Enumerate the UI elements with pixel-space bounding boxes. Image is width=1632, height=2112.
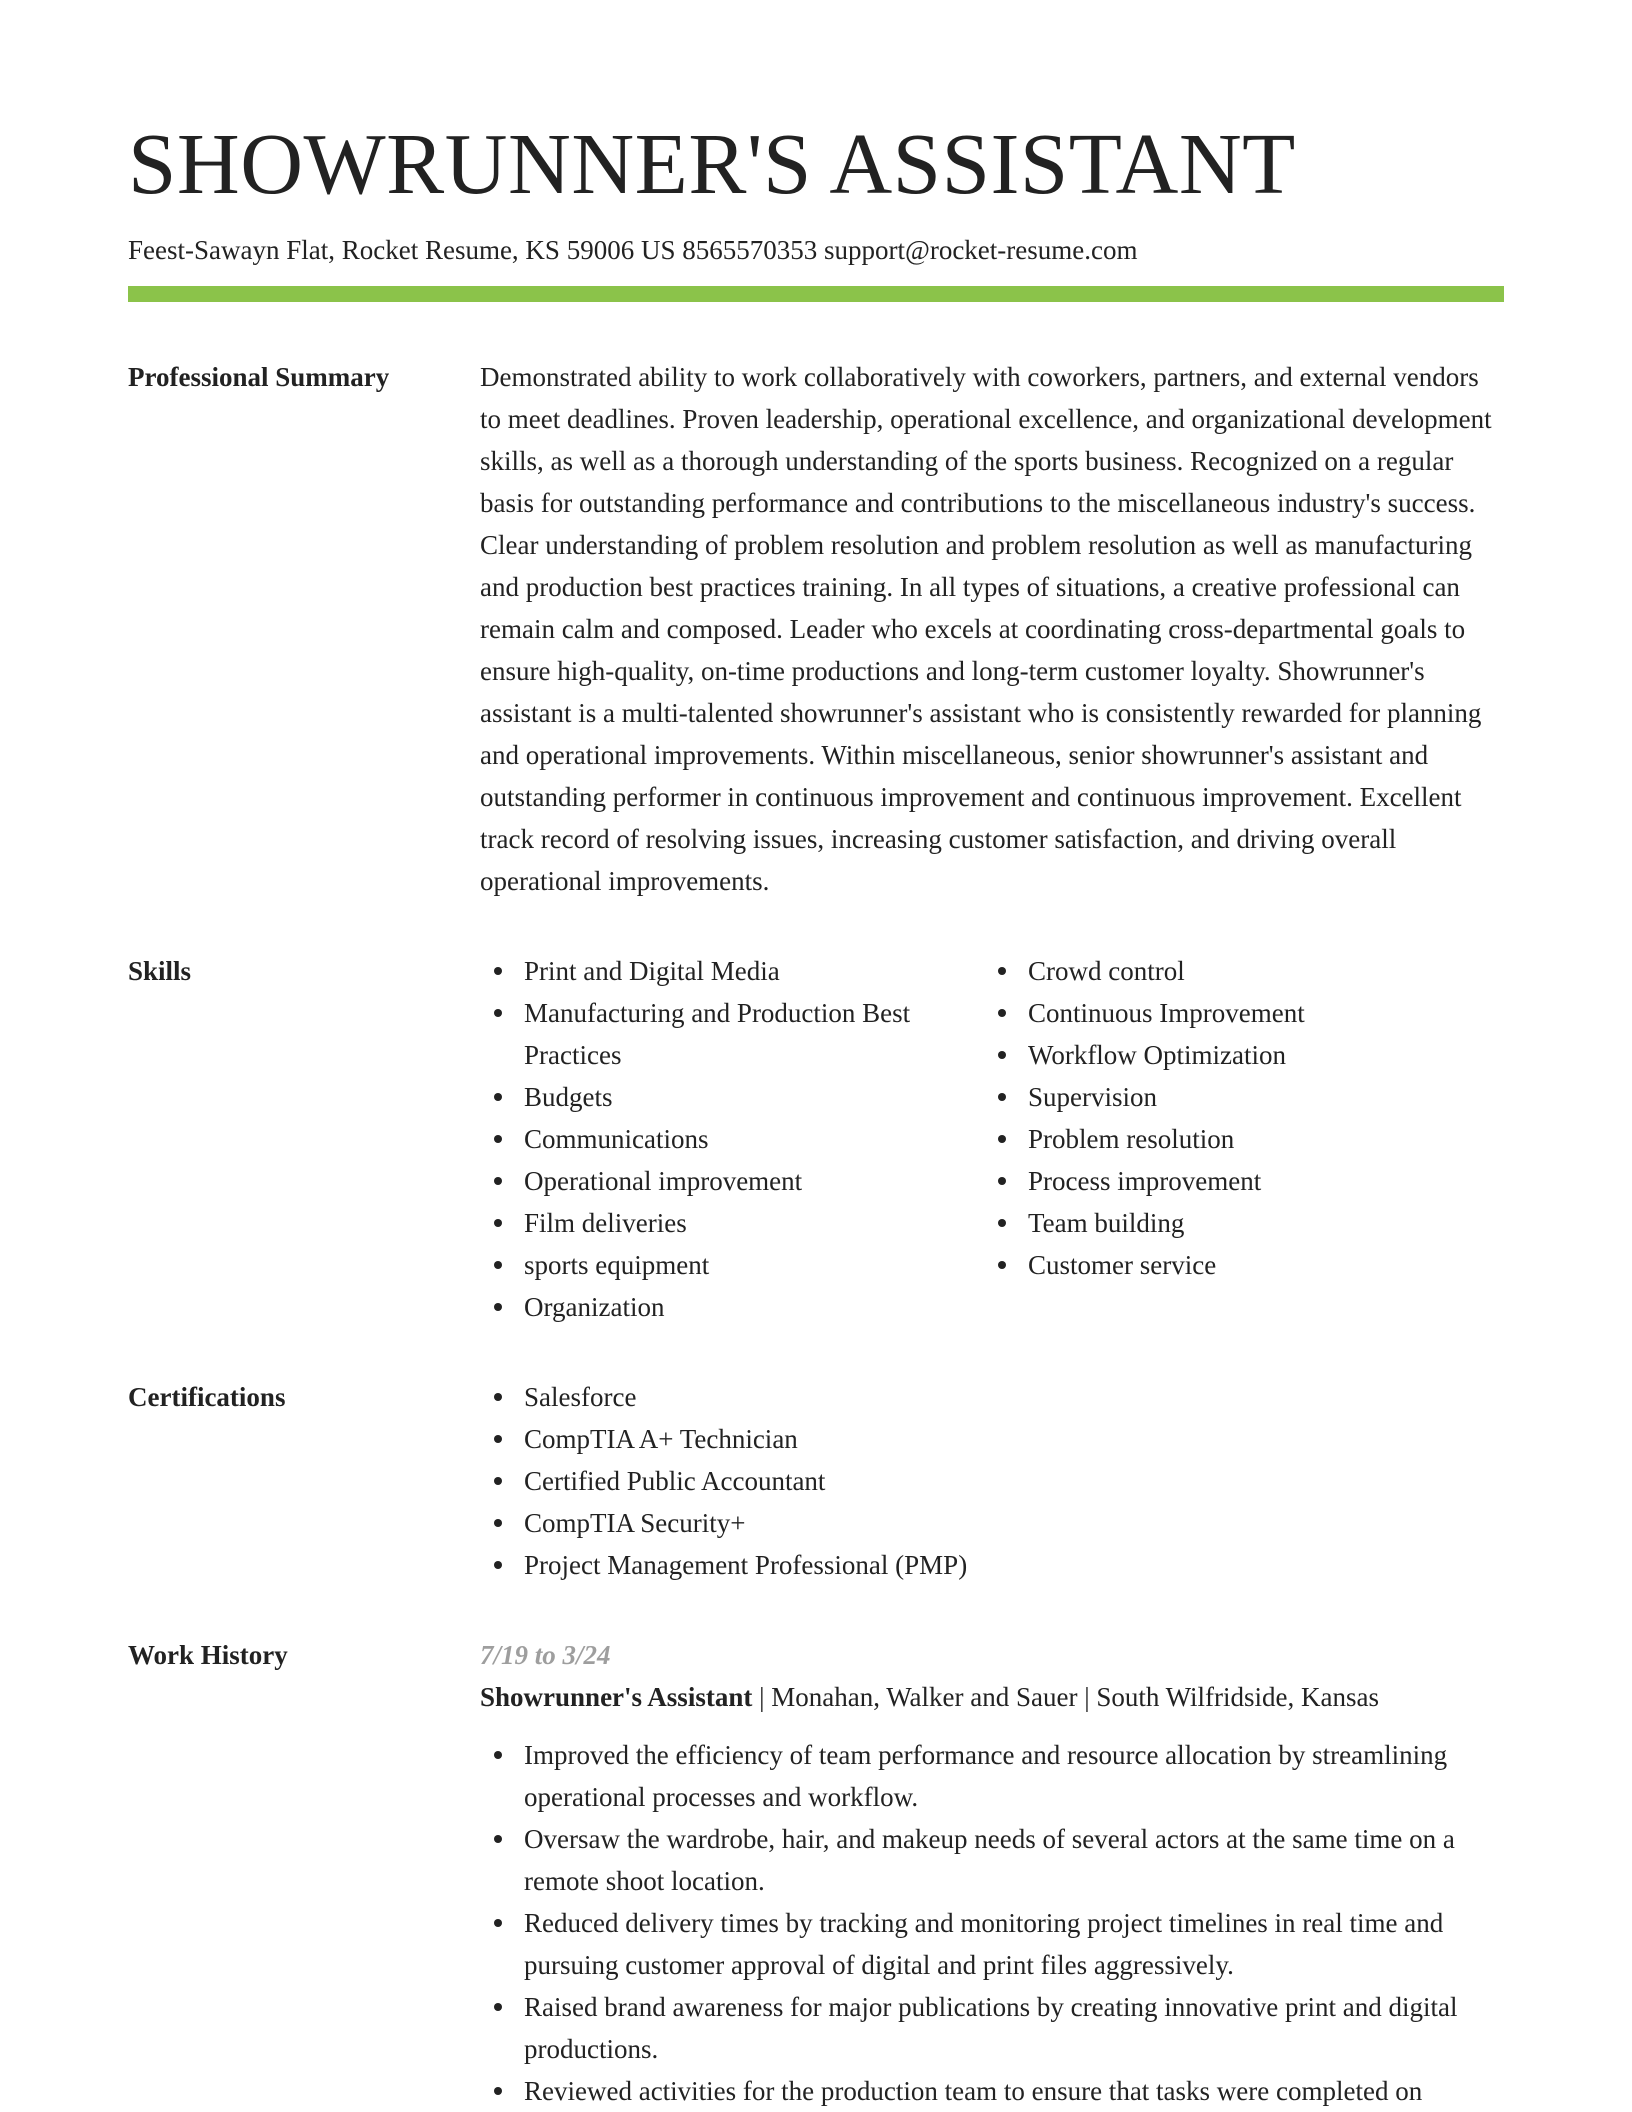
list-item: Operational improvement	[480, 1160, 984, 1202]
accent-divider	[128, 286, 1504, 302]
section-label-work-history: Work History	[128, 1640, 288, 1671]
list-item: Film deliveries	[480, 1202, 984, 1244]
section-label-certifications: Certifications	[128, 1382, 286, 1413]
list-item: CompTIA A+ Technician	[480, 1418, 1504, 1460]
certifications-list	[480, 1376, 1504, 1586]
list-item: Team building	[984, 1202, 1504, 1244]
section-label-summary: Professional Summary	[128, 362, 390, 393]
list-item: Process improvement	[984, 1160, 1504, 1202]
list-item: Raised brand awareness for major publications by creating innovative print and digital productions.	[480, 1986, 1504, 2070]
section-certifications	[128, 1376, 1504, 1586]
list-item: Crowd control	[984, 950, 1504, 992]
job-company-location: | Monahan, Walker and Sauer | South Wilfridside, Kansas	[752, 1682, 1380, 1713]
resume-page	[128, 115, 1504, 2112]
list-item: Communications	[480, 1118, 984, 1160]
list-item: Budgets	[480, 1076, 984, 1118]
section-label-skills: Skills	[128, 956, 192, 987]
skills-list-right	[984, 950, 1504, 1328]
section-professional-summary	[128, 356, 1504, 902]
list-item: Problem resolution	[984, 1118, 1504, 1160]
list-item: Customer service	[984, 1244, 1504, 1286]
list-item: Workflow Optimization	[984, 1034, 1504, 1076]
list-item: Print and Digital Media	[480, 950, 984, 992]
list-item: Supervision	[984, 1076, 1504, 1118]
job-heading	[480, 1676, 1504, 1718]
list-item: Continuous Improvement	[984, 992, 1504, 1034]
list-item: Manufacturing and Production Best Practices	[480, 992, 984, 1076]
list-item: Project Management Professional (PMP)	[480, 1544, 1504, 1586]
list-item: Reduced delivery times by tracking and monitoring project timelines in real time and pursuing customer approval of digital and print files aggressively.	[480, 1902, 1504, 1986]
skills-list-left	[480, 950, 984, 1328]
list-item: Reviewed activities for the production team to ensure that tasks were completed on	[480, 2070, 1504, 2112]
list-item: Salesforce	[480, 1376, 1504, 1418]
list-item: Organization	[480, 1286, 984, 1328]
list-item: Oversaw the wardrobe, hair, and makeup needs of several actors at the same time on a remote shoot location.	[480, 1818, 1504, 1902]
job-bullets	[480, 1734, 1504, 2112]
summary-text: Demonstrated ability to work collaboratively with coworkers, partners, and external vendors to meet deadlines. Proven leadership, operational excellence, and organizational development skills, as well as a thorough understanding of the sports business. Recognized on a regular basis for outstanding performance and contributions to the miscellaneous industry's success. Clear understanding of problem resolution and problem resolution as well as manufacturing and production best practices training. In all types of situations, a creative professional can remain calm and composed. Leader who excels at coordinating cross-departmental goals to ensure high-quality, on-time productions and long-term customer loyalty. Showrunner's assistant is a multi-talented showrunner's assistant who is consistently rewarded for planning and operational improvements. Within miscellaneous, senior showrunner's assistant and outstanding performer in continuous improvement and continuous improvement. Excellent track record of resolving issues, increasing customer satisfaction, and driving overall operational improvements.	[480, 362, 1492, 897]
job-dates: 7/19 to 3/24	[480, 1640, 611, 1671]
list-item: CompTIA Security+	[480, 1502, 1504, 1544]
list-item: Improved the efficiency of team performance and resource allocation by streamlining operational processes and workflow.	[480, 1734, 1504, 1818]
list-item: sports equipment	[480, 1244, 984, 1286]
contact-line: Feest-Sawayn Flat, Rocket Resume, KS 59006 US 8565570353 support@rocket-resume.com	[128, 235, 1138, 265]
candidate-name: SHOWRUNNER'S ASSISTANT	[128, 115, 1296, 212]
job-title: Showrunner's Assistant	[480, 1682, 753, 1713]
section-work-history	[128, 1634, 1504, 2112]
list-item: Certified Public Accountant	[480, 1460, 1504, 1502]
section-skills	[128, 950, 1504, 1328]
